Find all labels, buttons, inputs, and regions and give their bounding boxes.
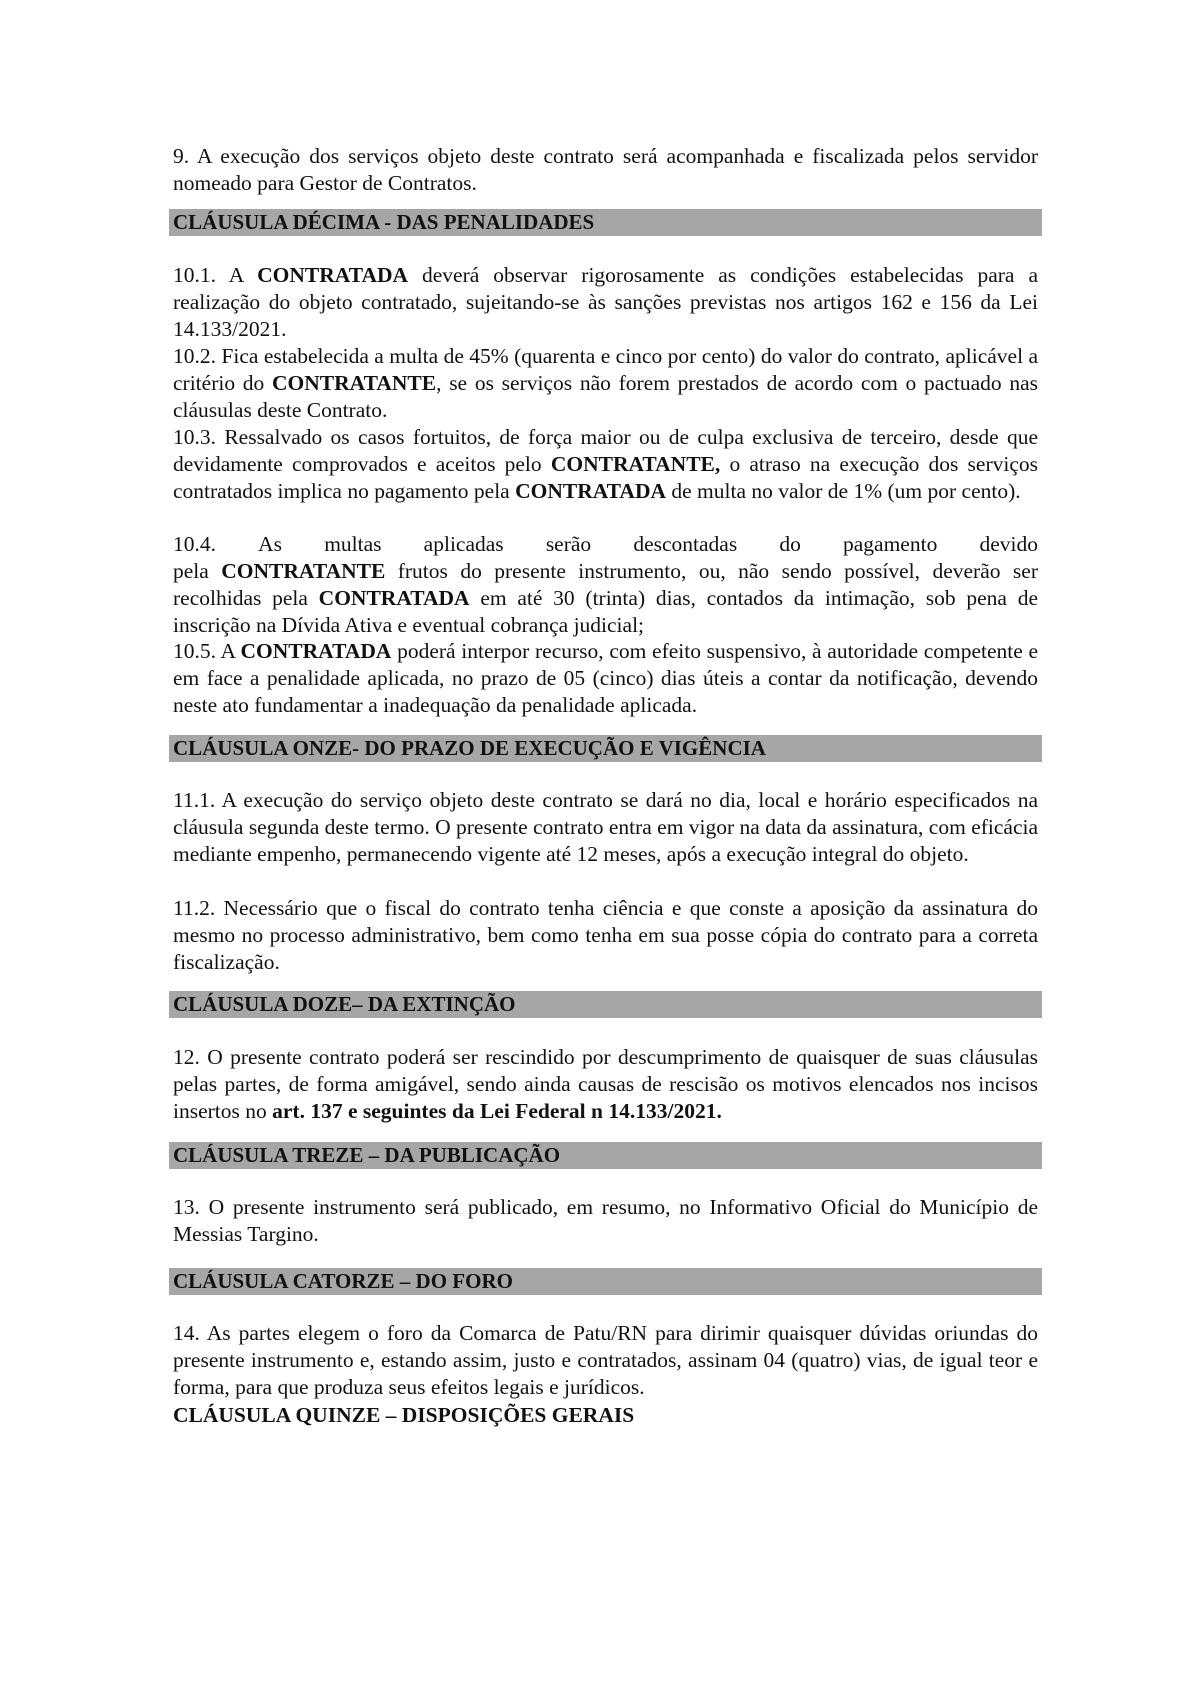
clause-10-4: 10.4. As multas aplicadas serão descontadas do pagamento devido pela CONTRATANTE frutos do presente instrumento, ou, não sendo possível, deverão ser recolhidas pela CONTRATADA em até 30 (trinta) dias, contados da intimação, sob pena de inscrição na Dívida Ativa e eventual cobrança judicial; <box>173 532 1038 637</box>
clause-10-3: 10.3. Ressalvado os casos fortuitos, de força maior ou de culpa exclusiva de terceiro, desde que devidamente comprovados e aceitos pelo CONTRATANTE, o atraso na execução dos serviços contratados implica no pagamento pela CONTRATADA de multa no valor de 1% (um por cento). <box>173 425 1038 503</box>
clause-10-2: 10.2. Fica estabelecida a multa de 45% (quarenta e cinco por cento) do valor do contrato, aplicável a critério do CONTRATANTE, se os serviços não forem prestados de acordo com o pactuado nas cláusulas deste Contrato. <box>173 344 1039 422</box>
clause-11-2: 11.2. Necessário que o fiscal do contrato tenha ciência e que conste a aposição da assinatura do mesmo no processo administrativo, bem como tenha em sua posse cópia do contrato para a correta fiscalização. <box>173 896 1038 974</box>
clause-11-1: 11.1. A execução do serviço objeto deste contrato se dará no dia, local e horário especificados na cláusula segunda deste termo. O presente contrato entra em vigor na data da assinatura, com eficácia mediante empenho, permanecendo vigente até 12 meses, após a execução integral do objeto. <box>173 788 1039 866</box>
clause-13-text: 13. O presente instrumento será publicado, em resumo, no Informativo Oficial do Município de Messias Targino. <box>173 1195 1038 1246</box>
clause-10-heading: CLÁUSULA DÉCIMA - DAS PENALIDADES <box>169 209 1042 236</box>
clause-15-heading: CLÁUSULA QUINZE – DISPOSIÇÕES GERAIS <box>173 1403 635 1427</box>
clause-11-heading: CLÁUSULA ONZE- DO PRAZO DE EXECUÇÃO E VIGÊNCIA <box>169 735 1042 762</box>
clause-14-heading: CLÁUSULA CATORZE – DO FORO <box>169 1268 1042 1295</box>
clause-14-text: 14. As partes elegem o foro da Comarca de Patu/RN para dirimir quaisquer dúvidas oriundas do presente instrumento e, estando assim, justo e contratados, assinam 04 (quatro) vias, de igual teor e forma, para que produza seus efeitos legais e jurídicos. <box>173 1321 1038 1399</box>
clause-12-heading: CLÁUSULA DOZE– DA EXTINÇÃO <box>169 991 1042 1018</box>
clause-13-heading: CLÁUSULA TREZE – DA PUBLICAÇÃO <box>169 1142 1042 1169</box>
clause-12-text: 12. O presente contrato poderá ser rescindido por descumprimento de quaisquer de suas cláusulas pelas partes, de forma amigável, sendo ainda causas de rescisão os motivos elencados nos incisos insertos no art. 137 e seguintes da Lei Federal n 14.133/2021. <box>173 1045 1038 1123</box>
clause-9-text: 9. A execução dos serviços objeto deste contrato será acompanhada e fiscalizada pelos servidor nomeado para Gestor de Contratos. <box>173 144 1038 195</box>
clause-10-5: 10.5. A CONTRATADA poderá interpor recurso, com efeito suspensivo, à autoridade competente e em face a penalidade aplicada, no prazo de 05 (cinco) dias úteis a contar da notificação, devendo neste ato fundamentar a inadequação da penalidade aplicada. <box>173 639 1039 717</box>
clause-10-4-first-line: 10.4. As multas aplicadas serão descontadas do pagamento devido <box>173 532 1038 556</box>
clause-10-1: 10.1. A CONTRATADA deverá observar rigorosamente as condições estabelecidas para a realização do objeto contratado, sujeitando-se às sanções previstas nos artigos 162 e 156 da Lei 14.133/2021. <box>173 263 1039 341</box>
